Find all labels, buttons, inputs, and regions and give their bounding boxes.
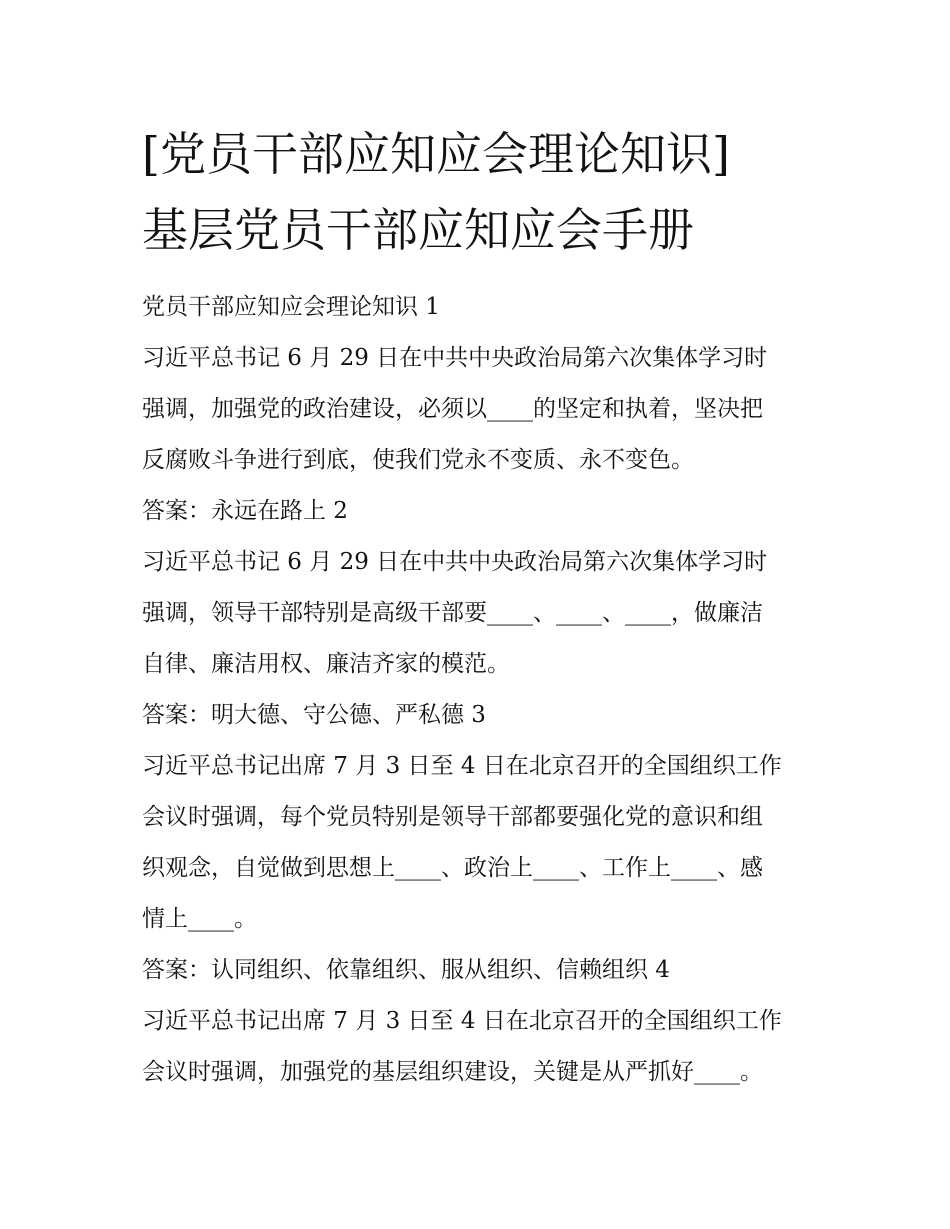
answer-line: 答案：明大德、守公德、严私德 3 bbox=[142, 702, 486, 728]
title-line-2: 基层党员干部应知应会手册 bbox=[142, 203, 694, 257]
body-line: 习近平总书记出席 7 月 3 日至 4 日在北京召开的全国组织工作 bbox=[142, 1008, 782, 1034]
document-title bbox=[142, 116, 822, 268]
title-line-1: [党员干部应知应会理论知识] bbox=[142, 127, 730, 181]
document-content bbox=[142, 116, 822, 1098]
body-line: 会议时强调，加强党的基层组织建设，关键是从严抓好____。 bbox=[142, 1059, 763, 1085]
document-body bbox=[142, 282, 822, 1098]
answer-line: 答案：永远在路上 2 bbox=[142, 498, 348, 524]
body-line: 习近平总书记 6 月 29 日在中共中央政治局第六次集体学习时 bbox=[142, 345, 768, 371]
body-line: 强调，加强党的政治建设，必须以____的坚定和执着，坚决把 bbox=[142, 396, 763, 422]
body-line: 习近平总书记出席 7 月 3 日至 4 日在北京召开的全国组织工作 bbox=[142, 753, 782, 779]
body-line: 习近平总书记 6 月 29 日在中共中央政治局第六次集体学习时 bbox=[142, 549, 768, 575]
body-line: 情上____。 bbox=[142, 906, 257, 932]
body-line: 强调，领导干部特别是高级干部要____、____、____，做廉洁 bbox=[142, 600, 763, 626]
body-line: 党员干部应知应会理论知识 1 bbox=[142, 294, 440, 320]
body-line: 自律、廉洁用权、廉洁齐家的模范。 bbox=[142, 651, 510, 677]
body-line: 反腐败斗争进行到底，使我们党永不变质、永不变色。 bbox=[142, 447, 694, 473]
answer-line: 答案：认同组织、依靠组织、服从组织、信赖组织 4 bbox=[142, 957, 670, 983]
body-line: 织观念，自觉做到思想上____、政治上____、工作上____、感 bbox=[142, 855, 763, 881]
body-line: 会议时强调，每个党员特别是领导干部都要强化党的意识和组 bbox=[142, 804, 763, 830]
